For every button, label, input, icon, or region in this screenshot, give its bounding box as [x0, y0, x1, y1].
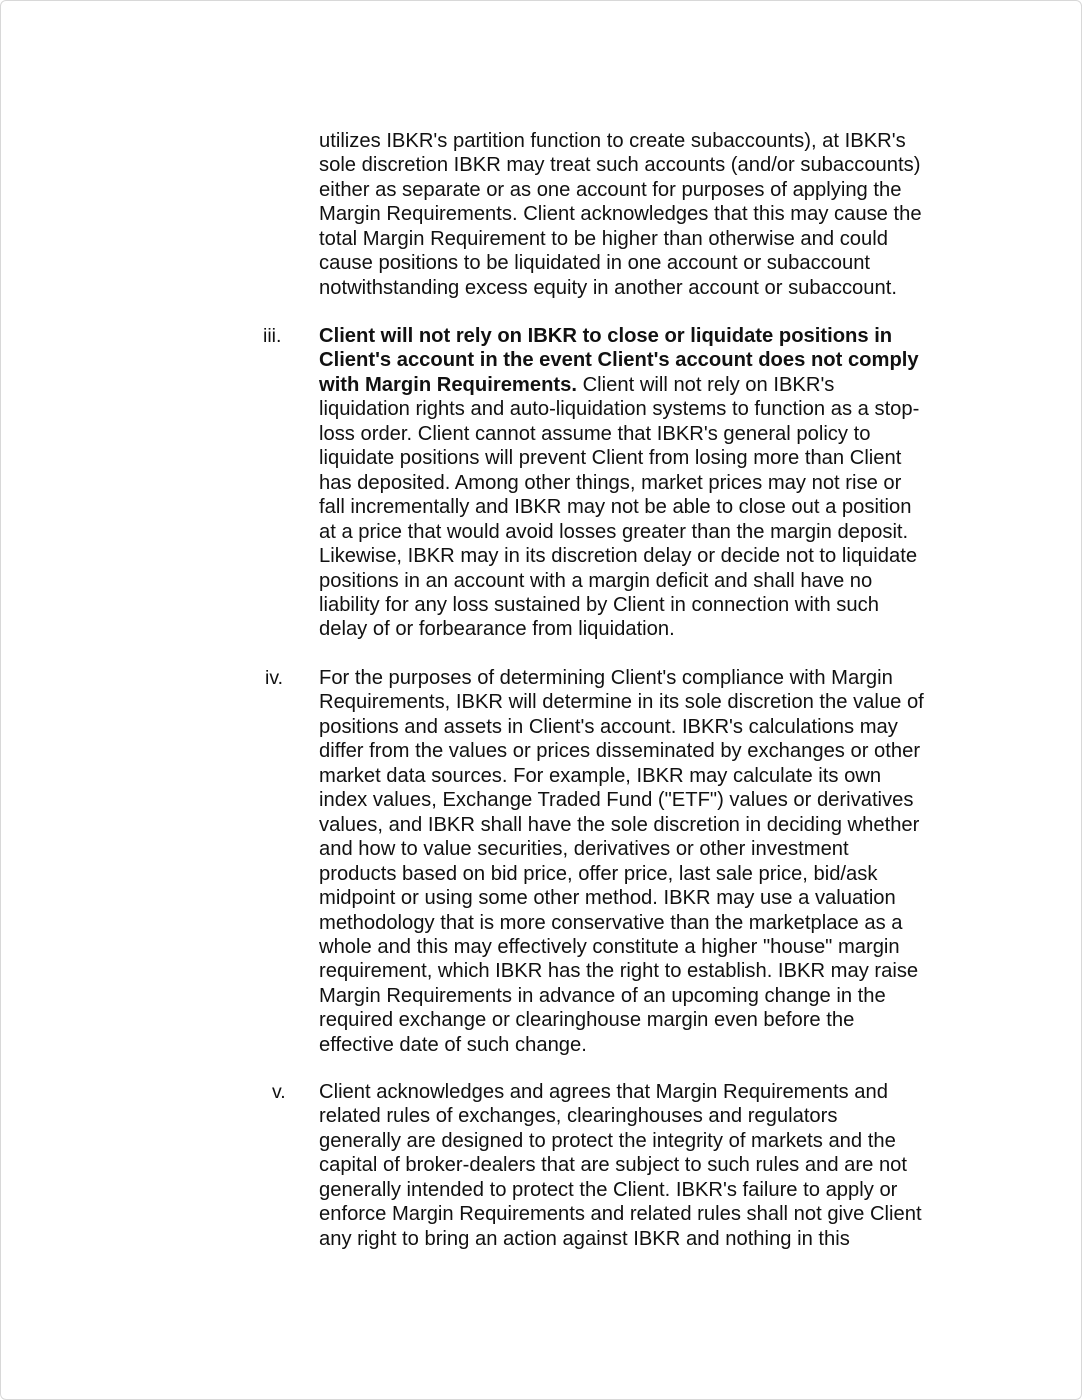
text-line-bold: [319, 348, 969, 372]
normal-text: Client will not rely on IBKR's: [576, 373, 835, 396]
text-line: positions in an account with a margin deficit and shall have no: [319, 569, 873, 592]
text-line: generally are designed to protect the integrity of markets and the: [319, 1129, 896, 1152]
text-line-mixed: [319, 373, 969, 397]
text-line: at a price that would avoid losses greater than the margin deposit.: [319, 520, 909, 543]
text-line: Likewise, IBKR may in its discretion delay or decide not to liquidate: [319, 545, 918, 568]
text-line: loss order. Client cannot assume that IBKR's general policy to: [319, 422, 871, 445]
bold-text: Client's account in the event Client's account does not comply: [319, 349, 919, 372]
bold-text: with Margin Requirements.: [319, 373, 577, 396]
text-line: effective date of such change.: [319, 1033, 587, 1056]
text-line: total Margin Requirement to be higher than otherwise and could: [319, 227, 888, 250]
text-line: utilizes IBKR's partition function to create subaccounts), at IBKR's: [319, 130, 906, 152]
text-line: Client acknowledges and agrees that Margin Requirements and: [319, 1081, 888, 1103]
text-line: fall incrementally and IBKR may not be able to close out a position: [319, 496, 912, 519]
text-line: For the purposes of determining Client's compliance with Margin: [319, 667, 893, 689]
text-line: enforce Margin Requirements and related rules shall not give Client: [319, 1203, 922, 1226]
text-line: products based on bid price, offer price, last sale price, bid/ask: [319, 862, 878, 885]
text-line: positions and assets in Client's account. IBKR's calculations may: [319, 715, 898, 738]
list-marker: iii.: [263, 325, 282, 347]
text-line: Requirements, IBKR will determine in its sole discretion the value of: [319, 691, 924, 714]
text-line: requirement, which IBKR has the right to establish. IBKR may raise: [319, 960, 919, 983]
text-line: liability for any loss sustained by Client in connection with such: [319, 593, 879, 616]
continued-paragraph: [319, 129, 967, 300]
text-line: and how to value securities, derivatives or other investment: [319, 838, 849, 861]
text-line: has deposited. Among other things, market prices may not rise or: [319, 471, 902, 494]
text-line: capital of broker-dealers that are subject to such rules and are not: [319, 1154, 908, 1177]
text-line: methodology that is more conservative than the marketplace as a: [319, 911, 903, 934]
text-line: whole and this may effectively constitute a higher "house" margin: [319, 935, 900, 958]
text-line: required exchange or clearinghouse margin even before the: [319, 1009, 855, 1032]
text-line: differ from the values or prices disseminated by exchanges or other: [319, 740, 921, 763]
text-line: liquidate positions will prevent Client from losing more than Client: [319, 447, 902, 470]
text-line: either as separate or as one account for purposes of applying the: [319, 178, 902, 201]
list-marker: v.: [272, 1081, 286, 1103]
text-line: Margin Requirements. Client acknowledges that this may cause the: [319, 203, 922, 226]
text-line-bold: [319, 324, 969, 348]
text-line: market data sources. For example, IBKR may calculate its own: [319, 764, 882, 787]
text-line: generally intended to protect the Client. IBKR's failure to apply or: [319, 1178, 898, 1201]
list-marker: iv.: [265, 667, 284, 689]
text-line: related rules of exchanges, clearinghouses and regulators: [319, 1105, 838, 1128]
list-item-text: [319, 1080, 969, 1251]
text-line: any right to bring an action against IBKR and nothing in this: [319, 1227, 850, 1250]
bold-text: Client will not rely on IBKR to close or liquidate positions in: [319, 325, 893, 347]
text-line: notwithstanding excess equity in another account or subaccount.: [319, 276, 897, 299]
text-line: cause positions to be liquidated in one account or subaccount: [319, 252, 871, 275]
text-line: sole discretion IBKR may treat such accounts (and/or subaccounts): [319, 154, 921, 177]
list-item-text: [319, 666, 969, 1057]
list-item-text: [319, 324, 969, 642]
text-line: values, and IBKR shall have the sole discretion in deciding whether: [319, 813, 920, 836]
text-line: delay of or forbearance from liquidation.: [319, 618, 675, 641]
text-line: midpoint or using some other method. IBKR may use a valuation: [319, 887, 896, 910]
text-line: liquidation rights and auto-liquidation systems to function as a stop-: [319, 398, 920, 421]
text-line: index values, Exchange Traded Fund ("ETF") values or derivatives: [319, 789, 914, 812]
text-line: Margin Requirements in advance of an upcoming change in the: [319, 984, 886, 1007]
